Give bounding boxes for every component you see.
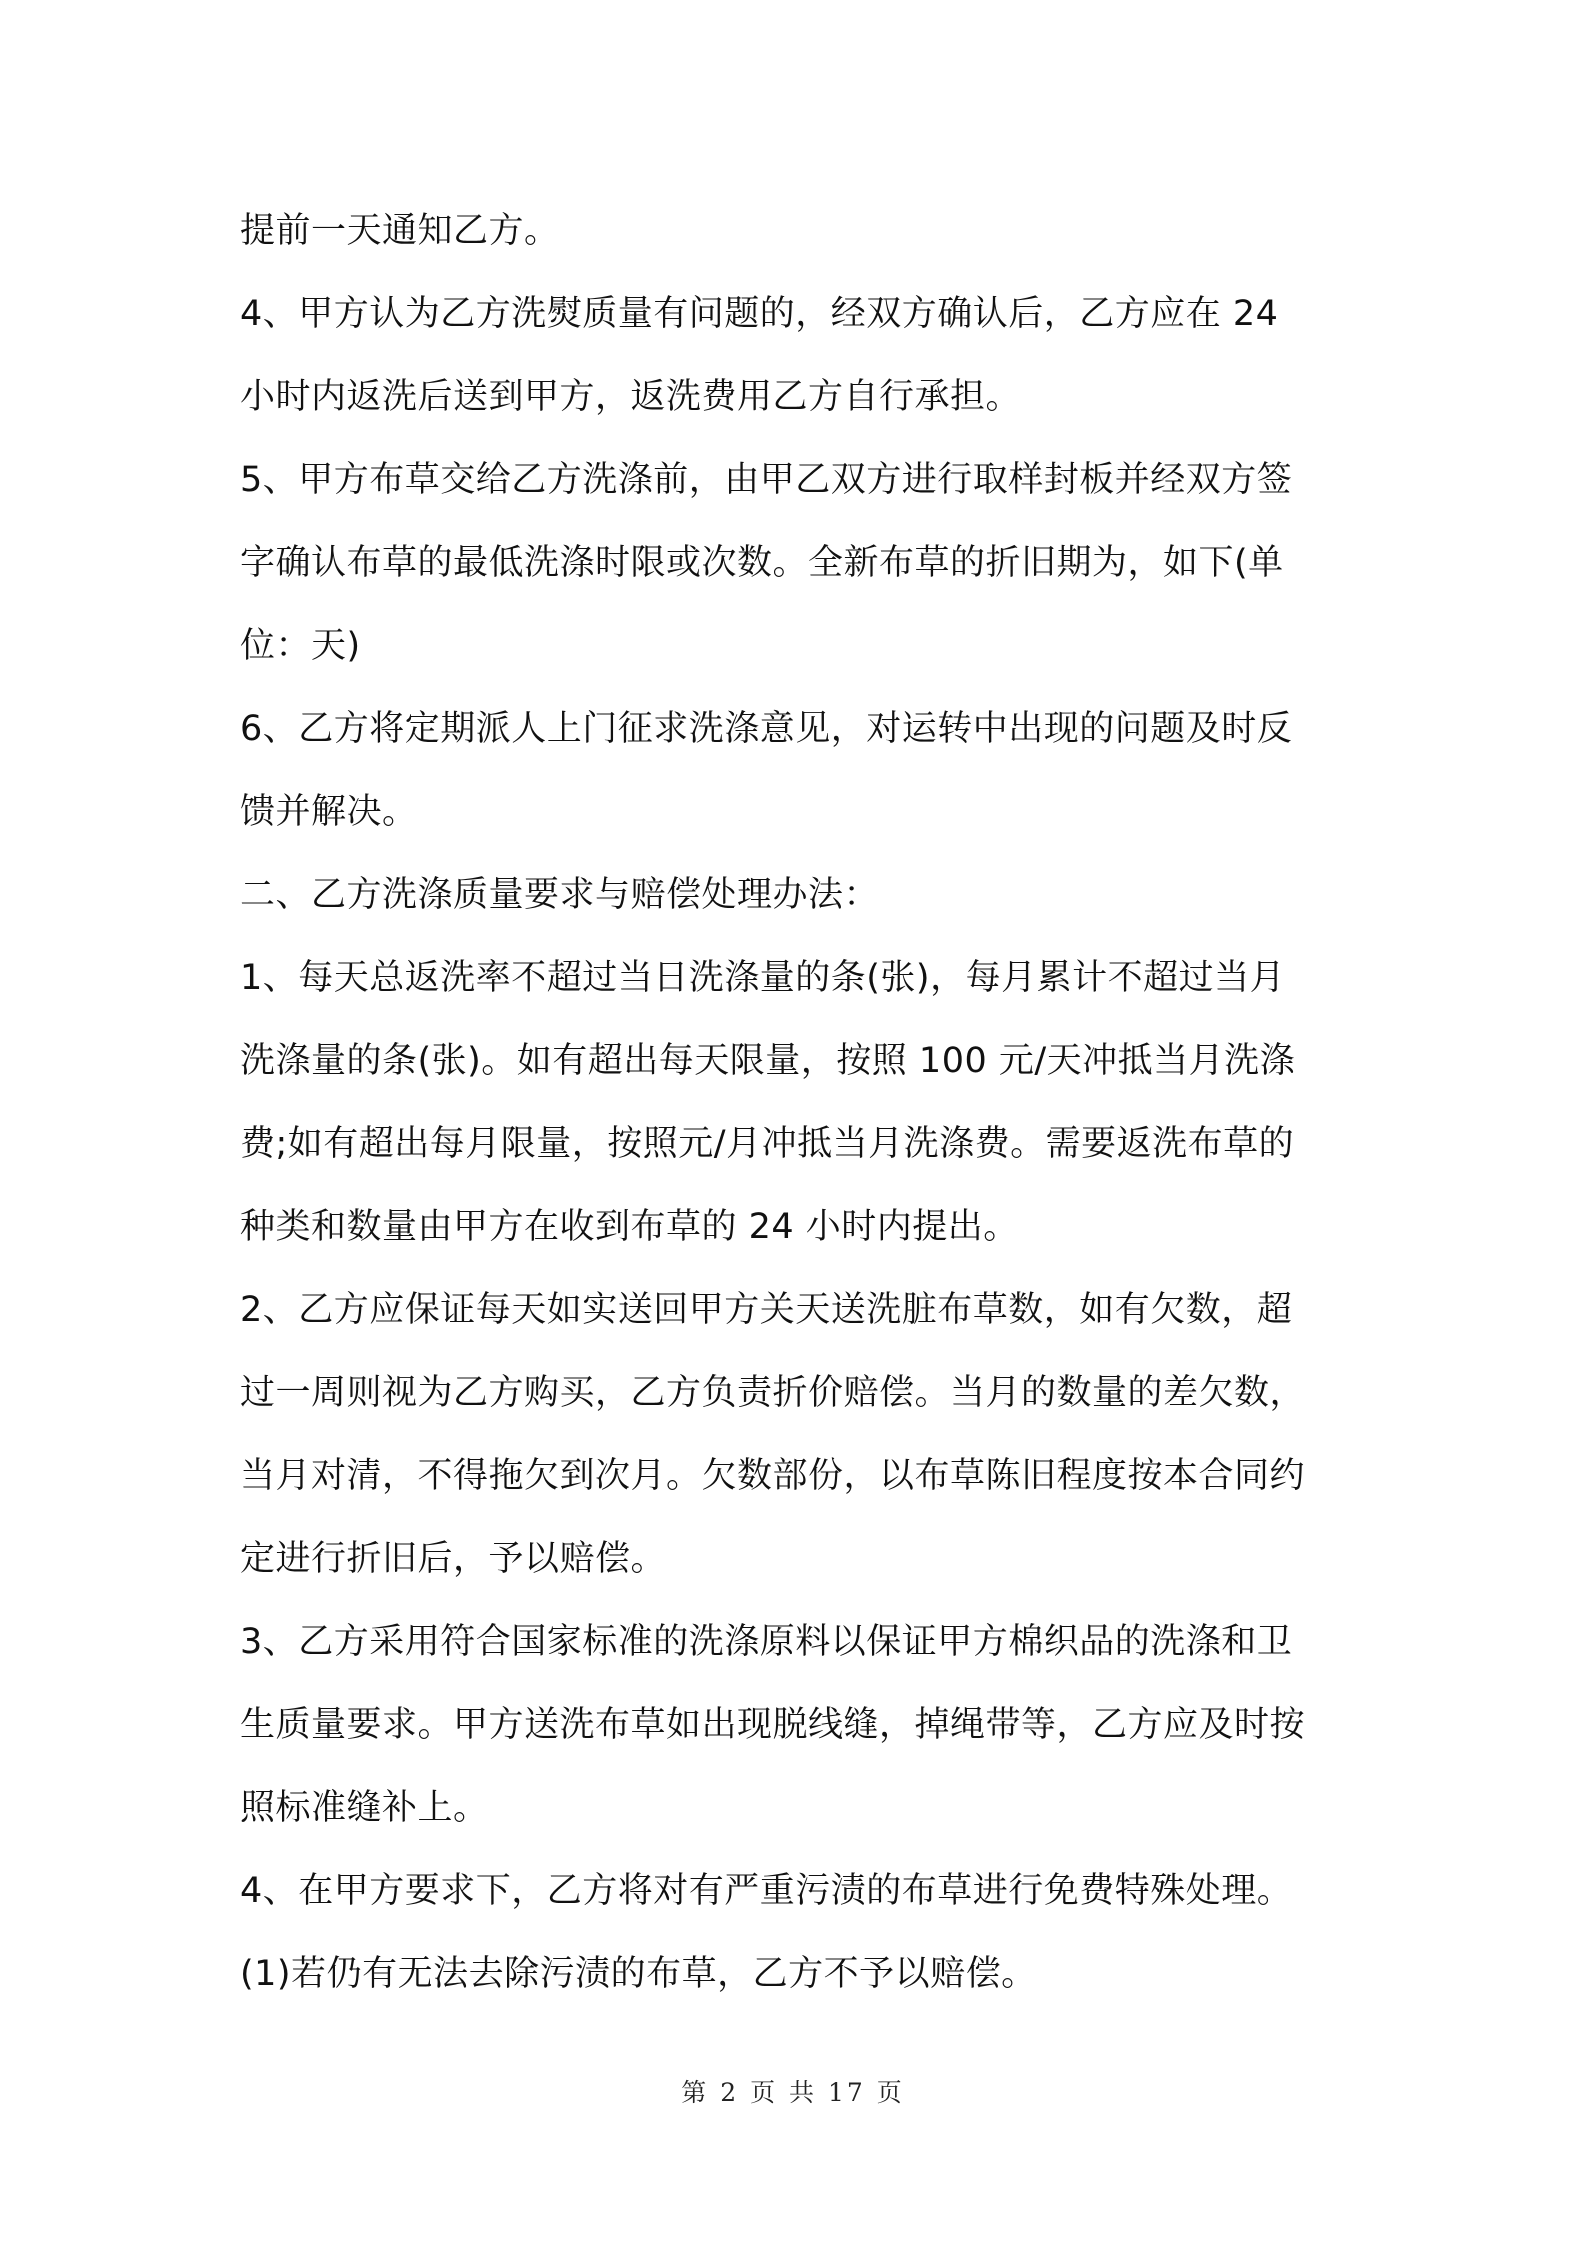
text-line: 位：天) [240,626,361,666]
text-line: (1)若仍有无法去除污渍的布草，乙方不予以赔偿。 [240,1954,1037,1994]
page-number: 2 [720,2078,740,2107]
text-line: 4、在甲方要求下，乙方将对有严重污渍的布草进行免费特殊处理。 [240,1871,1293,1911]
text-line: 费;如有超出每月限量，按照元/月冲抵当月洗涤费。需要返洗布草的 [240,1124,1295,1164]
text-line: 4、甲方认为乙方洗熨质量有问题的，经双方确认后，乙方应在 24 [240,294,1279,334]
text-line: 提前一天通知乙方。 [240,211,560,251]
document-body [240,190,1360,2016]
text-line: 照标准缝补上。 [240,1788,489,1828]
text-line: 馈并解决。 [240,792,418,832]
text-line: 洗涤量的条(张)。如有超出每天限量，按照 100 元/天冲抵当月洗涤 [240,1041,1296,1081]
text-line: 当月对清，不得拖欠到次月。欠数部份，以布草陈旧程度按本合同约 [240,1456,1306,1496]
text-line: 生质量要求。甲方送洗布草如出现脱线缝，掉绳带等，乙方应及时按 [240,1705,1306,1745]
section-heading: 二、乙方洗涤质量要求与赔偿处理办法： [240,875,880,915]
total-pages: 17 [827,2078,866,2107]
text-line: 小时内返洗后送到甲方，返洗费用乙方自行承担。 [240,377,1022,417]
text-line: 过一周则视为乙方购买，乙方负责折价赔偿。当月的数量的差欠数， [240,1373,1306,1413]
text-line: 字确认布草的最低洗涤时限或次数。全新布草的折旧期为，如下(单 [240,543,1284,583]
text-line: 1、每天总返洗率不超过当日洗涤量的条(张)，每月累计不超过当月 [240,958,1286,998]
text-line: 定进行折旧后，予以赔偿。 [240,1539,667,1579]
text-line: 种类和数量由甲方在收到布草的 24 小时内提出。 [240,1207,1019,1247]
text-line: 3、乙方采用符合国家标准的洗涤原料以保证甲方棉织品的洗涤和卫 [240,1622,1293,1662]
page-footer [0,2073,1586,2109]
footer-middle: 页 共 [750,2078,818,2107]
text-line: 6、乙方将定期派人上门征求洗涤意见，对运转中出现的问题及时反 [240,709,1293,749]
footer-suffix: 页 [876,2078,905,2107]
text-line: 2、乙方应保证每天如实送回甲方关天送洗脏布草数，如有欠数，超 [240,1290,1293,1330]
footer-prefix: 第 [681,2078,710,2107]
text-line: 5、甲方布草交给乙方洗涤前，由甲乙双方进行取样封板并经双方签 [240,460,1293,500]
